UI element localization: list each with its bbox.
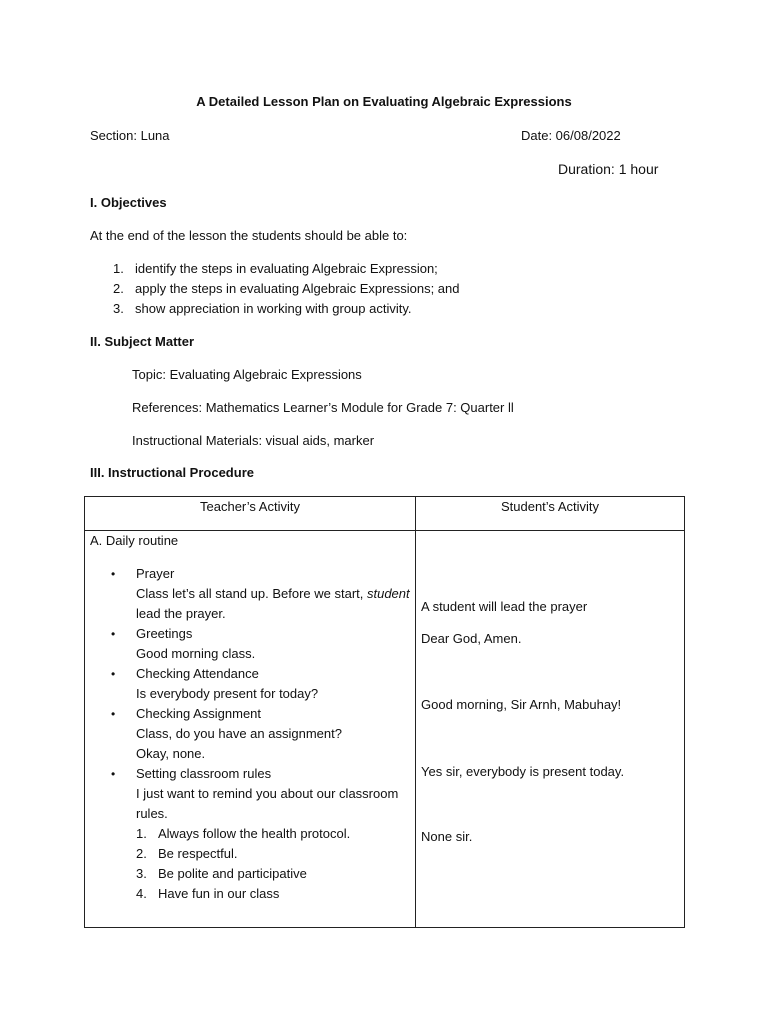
objective-item <box>113 261 438 276</box>
student-response: Yes sir, everybody is present today. <box>421 764 625 779</box>
bullet-icon: • <box>111 667 116 681</box>
objective-number: 3. <box>113 301 124 316</box>
rule-text: Be polite and participative <box>158 866 307 881</box>
bullet-icon: • <box>111 567 116 581</box>
attendance-line: Is everybody present for today? <box>136 686 319 701</box>
procedure-heading: III. Instructional Procedure <box>90 465 254 480</box>
rule-item <box>136 886 279 901</box>
rules-line: I just want to remind you about our classroom <box>136 786 399 801</box>
table-header-row <box>85 497 685 531</box>
objective-number: 1. <box>113 261 124 276</box>
bullet-icon: • <box>111 627 116 641</box>
prayer-instruction-emphasis: student <box>366 586 410 601</box>
objective-number: 2. <box>113 281 124 296</box>
duration-label: Duration: 1 hour <box>558 161 659 177</box>
attendance-label: Checking Attendance <box>136 666 259 681</box>
student-response: A student will lead the prayer <box>421 599 588 614</box>
document-title: A Detailed Lesson Plan on Evaluating Algebraic Expressions <box>196 94 572 109</box>
objective-item <box>113 301 412 316</box>
rule-item <box>136 826 350 841</box>
teacher-activity-cell <box>85 531 416 928</box>
teacher-column-header <box>85 497 416 531</box>
student-column-header <box>416 497 685 531</box>
references-line: References: Mathematics Learner’s Module for Grade 7: Quarter ll <box>132 400 514 415</box>
assignment-line: Okay, none. <box>136 746 206 761</box>
subject-matter-heading: II. Subject Matter <box>90 334 195 349</box>
rule-item <box>136 846 238 861</box>
student-response: Good morning, Sir Arnh, Mabuhay! <box>421 697 622 712</box>
student-header-text: Student’s Activity <box>500 499 600 514</box>
objectives-heading: I. Objectives <box>90 195 167 210</box>
materials-line: Instructional Materials: visual aids, marker <box>132 433 375 448</box>
objectives-intro: At the end of the lesson the students should be able to: <box>90 228 408 243</box>
daily-routine-label: A. Daily routine <box>90 533 179 548</box>
rule-item <box>136 866 307 881</box>
bullet-icon: • <box>111 767 116 781</box>
objective-text: identify the steps in evaluating Algebraic Expression; <box>135 261 438 276</box>
topic-line: Topic: Evaluating Algebraic Expressions <box>132 367 362 382</box>
table-row <box>85 531 685 928</box>
bullet-icon: • <box>111 707 116 721</box>
objective-item <box>113 281 459 296</box>
rules-label: Setting classroom rules <box>136 766 272 781</box>
objective-text: apply the steps in evaluating Algebraic Expressions; and <box>135 281 460 296</box>
section-label: Section: Luna <box>90 128 170 143</box>
objective-text: show appreciation in working with group activity. <box>135 301 412 316</box>
student-activity-cell <box>416 531 685 928</box>
rule-number: 2. <box>136 846 147 861</box>
rule-text: Always follow the health protocol. <box>158 826 351 841</box>
rules-line: rules. <box>136 806 168 821</box>
rule-number: 4. <box>136 886 147 901</box>
rule-text: Have fun in our class <box>158 886 280 901</box>
student-response: None sir. <box>421 829 473 844</box>
greetings-line: Good morning class. <box>136 646 256 661</box>
prayer-label: Prayer <box>136 566 175 581</box>
procedure-table <box>84 496 685 928</box>
assignment-label: Checking Assignment <box>136 706 262 721</box>
date-label: Date: 06/08/2022 <box>521 128 621 143</box>
rule-text: Be respectful. <box>158 846 238 861</box>
rule-number: 3. <box>136 866 147 881</box>
prayer-instruction <box>136 586 410 601</box>
greetings-label: Greetings <box>136 626 193 641</box>
rule-number: 1. <box>136 826 147 841</box>
assignment-line: Class, do you have an assignment? <box>136 726 342 741</box>
prayer-instruction-cont: lead the prayer. <box>136 606 226 621</box>
prayer-instruction-text: Class let’s all stand up. Before we start, <box>136 586 367 601</box>
teacher-header-text: Teacher’s Activity <box>200 499 300 514</box>
student-response: Dear God, Amen. <box>421 631 522 646</box>
